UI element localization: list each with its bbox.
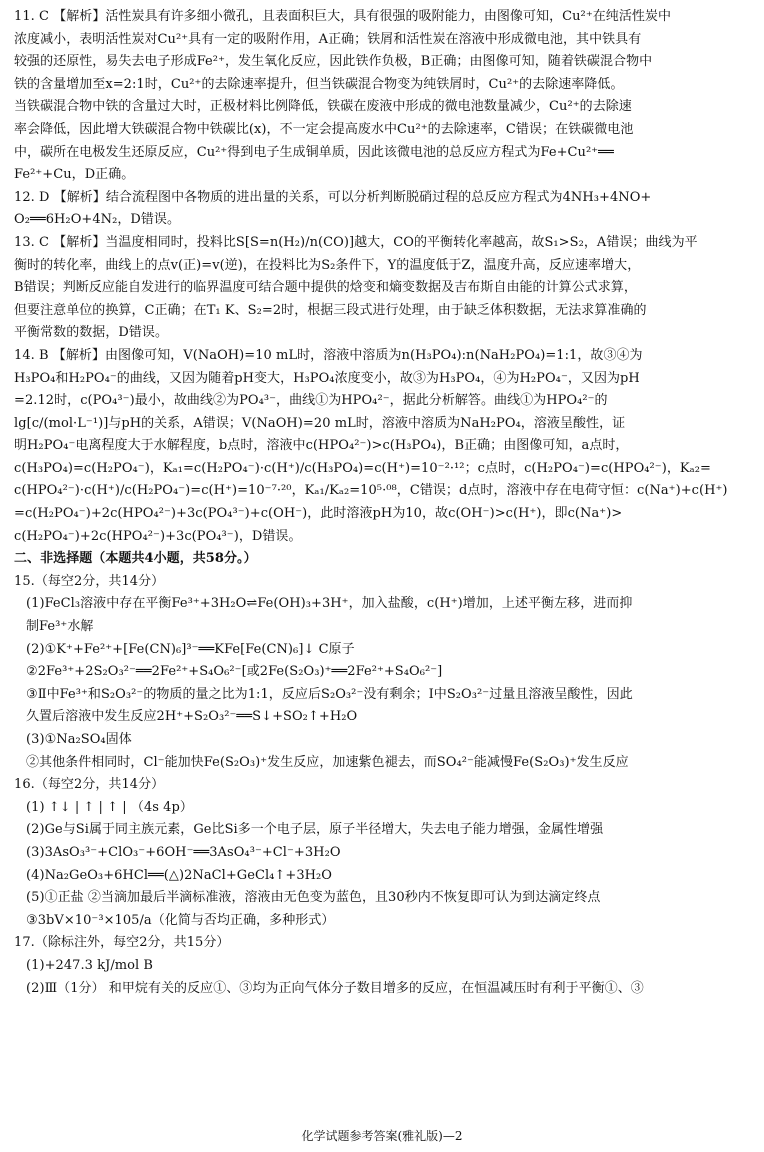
q14-line-4: lg[c/(mol·L⁻¹)]与pH的关系，A错误；V(NaOH)=20 mL时，溶液中溶质为NaH₂PO₄，溶液呈酸性，证 xyxy=(14,415,626,431)
q16-line-2: (2)Ge与Si属于同主族元素，Ge比Si多一个电子层，原子半径增大，失去电子能力增强，金属性增强 xyxy=(26,822,604,838)
q11-line-8: Fe²⁺+Cu，D正确。 xyxy=(14,167,135,183)
q13-line-4: 但要注意单位的换算，C正确；在T₁ K、S₂=2时，根据三段式进行处理，由于缺乏体积数据，无法求算准确的 xyxy=(14,302,647,318)
q13-line-3: B错误；判断反应能自发进行的临界温度可结合题中提供的焓变和熵变数据及吉布斯自由能的计算公式求算， xyxy=(14,280,637,296)
q14-line-5: 明H₂PO₄⁻电离程度大于水解程度，b点时，溶液中c(HPO₄²⁻)>c(H₃PO₄)，B正确；由图像可知，a点时， xyxy=(14,438,629,454)
q11-line-7: 中，碳所在电极发生还原反应，Cu²⁺得到电子生成铜单质，因此该微电池的总反应方程式为Fe+Cu²⁺══ xyxy=(14,144,614,160)
q15-line-6: 久置后溶液中发生反应2H⁺+S₂O₃²⁻══S↓+SO₂↑+H₂O xyxy=(26,709,358,725)
q16-line-6: ③3bV×10⁻³×105/a（化简与否均正确，多种形式） xyxy=(26,912,335,928)
q15-line-4: ②2Fe³⁺+2S₂O₃²⁻══2Fe²⁺+S₄O₆²⁻[或2Fe(S₂O₃)⁺══2Fe²⁺+S₄O₆²⁻] xyxy=(26,664,443,680)
q13-line-2: 衡时的转化率，曲线上的点v(正)=v(逆)，在投料比为S₂条件下，Y的温度低于Z，温度升高，反应速率增大， xyxy=(14,257,641,273)
q14-line-7: c(HPO₄²⁻)·c(H⁺)/c(H₂PO₄⁻)=c(H⁺)=10⁻⁷·²⁰，Kₐ₁/Kₐ₂=10⁵·⁰⁸，C错误；d点时，溶液中存在电荷守恒：c(Na⁺)+c(H⁺) xyxy=(14,483,728,499)
q14-line-3: =2.12时，c(PO₄³⁻)最小，故曲线②为PO₄³⁻，曲线①为HPO₄²⁻，据此分析解答。曲线①为HPO₄²⁻的 xyxy=(14,393,608,409)
q14-line-1: 14. B 【解析】由图像可知，V(NaOH)=10 mL时，溶液中溶质为n(H₃PO₄):n(NaH₂PO₄)=1:1，故③④为 xyxy=(14,347,643,363)
q11-line-1: 11. C 【解析】活性炭具有许多细小微孔，且表面积巨大，具有很强的吸附能力，由图像可知，Cu²⁺在纯活性炭中 xyxy=(14,9,672,24)
q11-line-4: 铁的含量增加至x=2:1时，Cu²⁺的去除速率提升，但当铁碳混合物变为纯铁屑时，Cu²⁺的去除速率降低。 xyxy=(14,76,624,92)
q16-line-3: (3)3AsO₃³⁻+ClO₃⁻+6OH⁻══3AsO₄³⁻+Cl⁻+3H₂O xyxy=(26,844,341,860)
q13-line-5: 平衡常数的数据，D错误。 xyxy=(14,325,169,341)
q11-line-5: 当铁碳混合物中铁的含量过大时，正极材料比例降低，铁碳在废液中形成的微电池数量减少，Cu²⁺的去除速 xyxy=(14,99,632,115)
q16-line-1: (1) ↑↓ | ↑ | ↑ | （4s 4p） xyxy=(26,799,193,815)
q14-line-6: c(H₃PO₄)=c(H₂PO₄⁻)，Kₐ₁=c(H₂PO₄⁻)·c(H⁺)/c(H₃PO₄)=c(H⁺)=10⁻²·¹²；c点时，c(H₂PO₄⁻)=c(HPO₄²⁻)，Kₐ₂= xyxy=(14,460,711,476)
q15-line-2: 制Fe³⁺水解 xyxy=(26,619,94,635)
q15-line-8: ②其他条件相同时，Cl⁻能加快Fe(S₂O₃)⁺发生反应，加速紫色褪去，而SO₄²⁻能减慢Fe(S₂O₃)⁺发生反应 xyxy=(26,754,629,770)
q11-line-3: 较强的还原性，易失去电子形成Fe²⁺，发生氧化反应，因此铁作负极，B正确；由图像可知，随着铁碳混合物中 xyxy=(14,54,653,70)
q14-line-9: c(H₂PO₄⁻)+2c(HPO₄²⁻)+3c(PO₄³⁻)，D错误。 xyxy=(14,528,302,544)
q17-heading: 17.（除标注外，每空2分，共15分） xyxy=(14,935,230,951)
section-heading: 二、非选择题（本题共4小题，共58分。） xyxy=(14,551,257,567)
q11-line-6: 率会降低，因此增大铁碳混合物中铁碳比(x)，不一定会提高废水中Cu²⁺的去除速率，C错误；在铁碳微电池 xyxy=(14,121,634,137)
q15-line-1: (1)FeCl₃溶液中存在平衡Fe³⁺+3H₂O⇌Fe(OH)₃+3H⁺，加入盐酸，c(H⁺)增加，上述平衡左移，进而抑 xyxy=(26,596,633,612)
q17-line-1: (1)+247.3 kJ/mol B xyxy=(26,957,154,973)
q11-line-2: 浓度减小，表明活性炭对Cu²⁺具有一定的吸附作用，A正确；铁屑和活性炭在溶液中形成微电池，其中铁具有 xyxy=(14,31,642,47)
q16-line-4: (4)Na₂GeO₃+6HCl══(△)2NaCl+GeCl₄↑+3H₂O xyxy=(26,867,332,883)
q12-line-2: O₂══6H₂O+4N₂，D错误。 xyxy=(14,212,181,228)
q16-line-5: (5)①正盐 ②当滴加最后半滴标准液，溶液由无色变为蓝色，且30秒内不恢复即可认为到达滴定终点 xyxy=(26,890,601,906)
q15-line-3: (2)①K⁺+Fe²⁺+[Fe(CN)₆]³⁻══KFe[Fe(CN)₆]↓ C原子 xyxy=(26,641,355,657)
page-footer: 化学试题参考答案(雅礼版)—2 xyxy=(301,1129,463,1143)
q15-heading: 15.（每空2分，共14分） xyxy=(14,573,165,589)
q12-line-1: 12. D 【解析】结合流程图中各物质的进出量的关系，可以分析判断脱硝过程的总反应方程式为4NH₃+4NO+ xyxy=(14,189,652,205)
q15-line-7: (3)①Na₂SO₄固体 xyxy=(26,732,132,747)
q17-line-2: (2)Ⅲ（1分） 和甲烷有关的反应①、③均为正向气体分子数目增多的反应，在恒温减压时有利于平衡①、③ xyxy=(26,980,644,996)
q16-heading: 16.（每空2分，共14分） xyxy=(14,777,165,793)
q13-line-1: 13. C 【解析】当温度相同时，投料比S[S=n(H₂)/n(CO)]越大，CO的平衡转化率越高，故S₁>S₂，A错误；曲线为平 xyxy=(14,234,698,250)
q14-line-8: =c(H₂PO₄⁻)+2c(HPO₄²⁻)+3c(PO₄³⁻)+c(OH⁻)，此时溶液pH为10，故c(OH⁻)>c(H⁺)，即c(Na⁺)> xyxy=(14,506,623,522)
q15-line-5: ③Ⅱ中Fe³⁺和S₂O₃²⁻的物质的量之比为1:1，反应后S₂O₃²⁻没有剩余；Ⅰ中S₂O₃²⁻过量且溶液呈酸性，因此 xyxy=(26,686,633,702)
q14-line-2: H₃PO₄和H₂PO₄⁻的曲线，又因为随着pH变大，H₃PO₄浓度变小，故③为H₃PO₄，④为H₂PO₄⁻，又因为pH xyxy=(14,370,640,386)
